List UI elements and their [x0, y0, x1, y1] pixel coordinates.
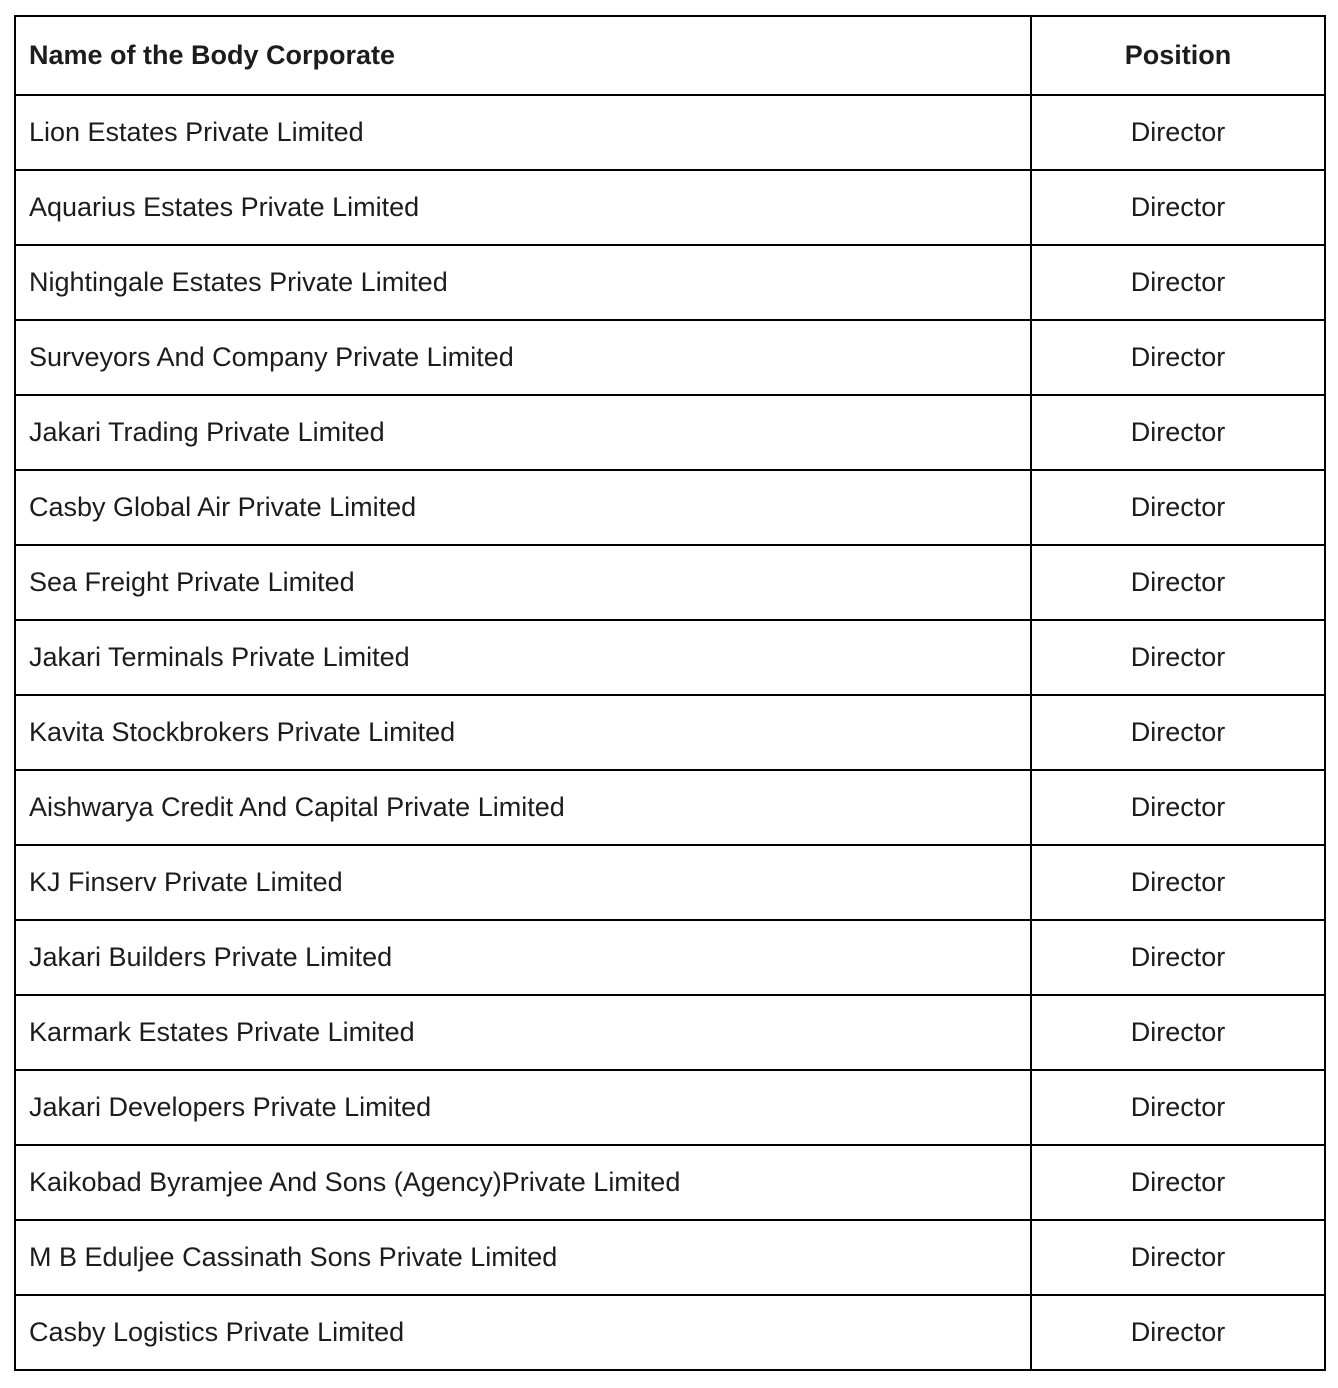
position-cell: Director [1031, 1070, 1325, 1145]
position-cell: Director [1031, 545, 1325, 620]
body-corporate-name-cell: Jakari Terminals Private Limited [15, 620, 1031, 695]
table-header-row [15, 16, 1325, 95]
position-cell: Director [1031, 245, 1325, 320]
table-row [15, 995, 1325, 1070]
table-row [15, 770, 1325, 845]
body-corporate-name-cell: KJ Finserv Private Limited [15, 845, 1031, 920]
position-cell: Director [1031, 1145, 1325, 1220]
position-cell: Director [1031, 395, 1325, 470]
position-cell: Director [1031, 1295, 1325, 1370]
position-cell: Director [1031, 695, 1325, 770]
position-cell: Director [1031, 1220, 1325, 1295]
column-header-position: Position [1031, 16, 1325, 95]
table-row [15, 395, 1325, 470]
table-row [15, 1220, 1325, 1295]
body-corporate-name-cell: Jakari Developers Private Limited [15, 1070, 1031, 1145]
body-corporate-name-cell: M B Eduljee Cassinath Sons Private Limited [15, 1220, 1031, 1295]
position-cell: Director [1031, 620, 1325, 695]
body-corporate-name-cell: Aishwarya Credit And Capital Private Limited [15, 770, 1031, 845]
position-cell: Director [1031, 95, 1325, 170]
body-corporate-table [14, 15, 1326, 1371]
position-cell: Director [1031, 845, 1325, 920]
table-row [15, 245, 1325, 320]
table-row [15, 95, 1325, 170]
body-corporate-name-cell: Lion Estates Private Limited [15, 95, 1031, 170]
body-corporate-name-cell: Nightingale Estates Private Limited [15, 245, 1031, 320]
table-row [15, 845, 1325, 920]
table-row [15, 695, 1325, 770]
position-cell: Director [1031, 470, 1325, 545]
body-corporate-name-cell: Casby Logistics Private Limited [15, 1295, 1031, 1370]
column-header-name-of-body-corporate: Name of the Body Corporate [15, 16, 1031, 95]
table-body [15, 95, 1325, 1370]
table-row [15, 1070, 1325, 1145]
body-corporate-name-cell: Jakari Builders Private Limited [15, 920, 1031, 995]
position-cell: Director [1031, 320, 1325, 395]
table-row [15, 920, 1325, 995]
body-corporate-name-cell: Surveyors And Company Private Limited [15, 320, 1031, 395]
position-cell: Director [1031, 920, 1325, 995]
body-corporate-name-cell: Karmark Estates Private Limited [15, 995, 1031, 1070]
table-row [15, 620, 1325, 695]
table-row [15, 470, 1325, 545]
table-row [15, 1145, 1325, 1220]
table-row [15, 545, 1325, 620]
body-corporate-name-cell: Jakari Trading Private Limited [15, 395, 1031, 470]
body-corporate-name-cell: Kaikobad Byramjee And Sons (Agency)Private Limited [15, 1145, 1031, 1220]
table-row [15, 320, 1325, 395]
position-cell: Director [1031, 170, 1325, 245]
position-cell: Director [1031, 995, 1325, 1070]
table-row [15, 170, 1325, 245]
body-corporate-name-cell: Kavita Stockbrokers Private Limited [15, 695, 1031, 770]
body-corporate-name-cell: Casby Global Air Private Limited [15, 470, 1031, 545]
body-corporate-name-cell: Aquarius Estates Private Limited [15, 170, 1031, 245]
position-cell: Director [1031, 770, 1325, 845]
body-corporate-name-cell: Sea Freight Private Limited [15, 545, 1031, 620]
table-row [15, 1295, 1325, 1370]
